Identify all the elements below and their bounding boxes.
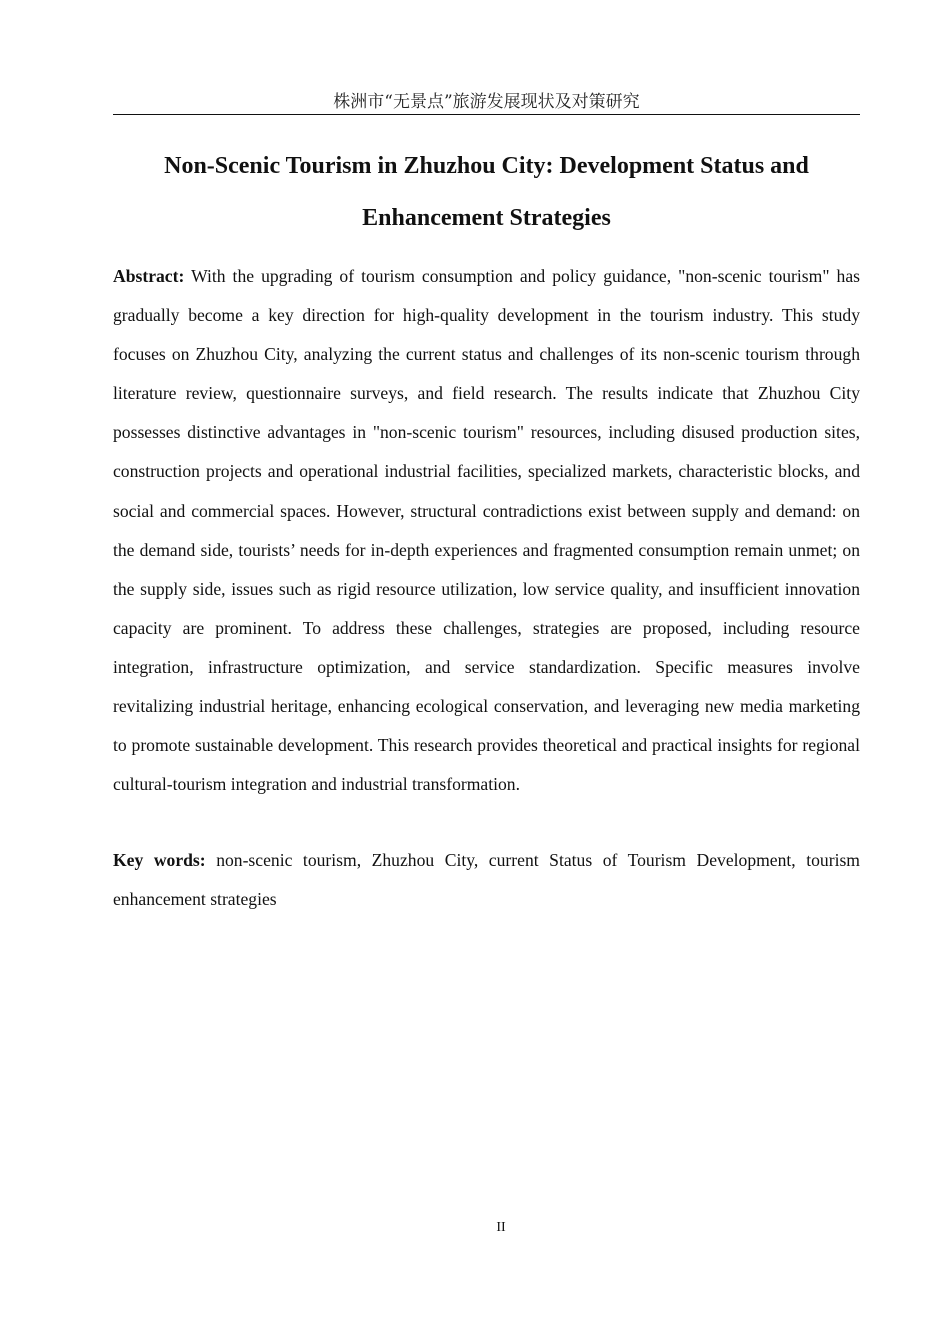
page-number: II xyxy=(496,1220,506,1235)
abstract-text: With the upgrading of tourism consumption and policy guidance, "non-scenic tourism" has gradually become a key direction for high-quality development in the tourism industry. This study focuses on Zhuzhou City, analyzing the current status and challenges of its non-scenic tourism through literature review, questionnaire surveys, and field research. The results indicate that Zhuzhou City possesses distinctive advantages in "non-scenic tourism" resources, including disused production sites, construction projects and operational industrial facilities, specialized markets, characteristic blocks, and social and commercial spaces. However, structural contradictions exist between supply and demand: on the demand side, tourists’ needs for in-depth experiences and fragmented consumption remain unmet; on the supply side, issues such as rigid resource utilization, low service quality, and insufficient innovation capacity are prominent. To address these challenges, strategies are proposed, including resource integration, infrastructure optimization, and service standardization. Specific measures involve revitalizing industrial heritage, enhancing ecological conservation, and leveraging new media marketing to promote sustainable development. This research provides theoretical and practical insights for regional cultural-tourism integration and industrial transformation. xyxy=(113,266,860,795)
keywords-label: Key words: xyxy=(113,850,206,870)
running-header: 株洲市“无景点”旅游发展现状及对策研究 xyxy=(333,92,640,112)
abstract-label: Abstract: xyxy=(113,266,185,286)
header-rule xyxy=(113,114,860,115)
paper-title: Non-Scenic Tourism in Zhuzhou City: Development Status and Enhancement Strategies xyxy=(164,153,809,231)
abstract-paragraph xyxy=(113,257,860,804)
keywords-paragraph xyxy=(113,841,860,919)
keywords-text: non-scenic tourism, Zhuzhou City, current Status of Tourism Development, tourism enhancement strategies xyxy=(113,850,860,909)
